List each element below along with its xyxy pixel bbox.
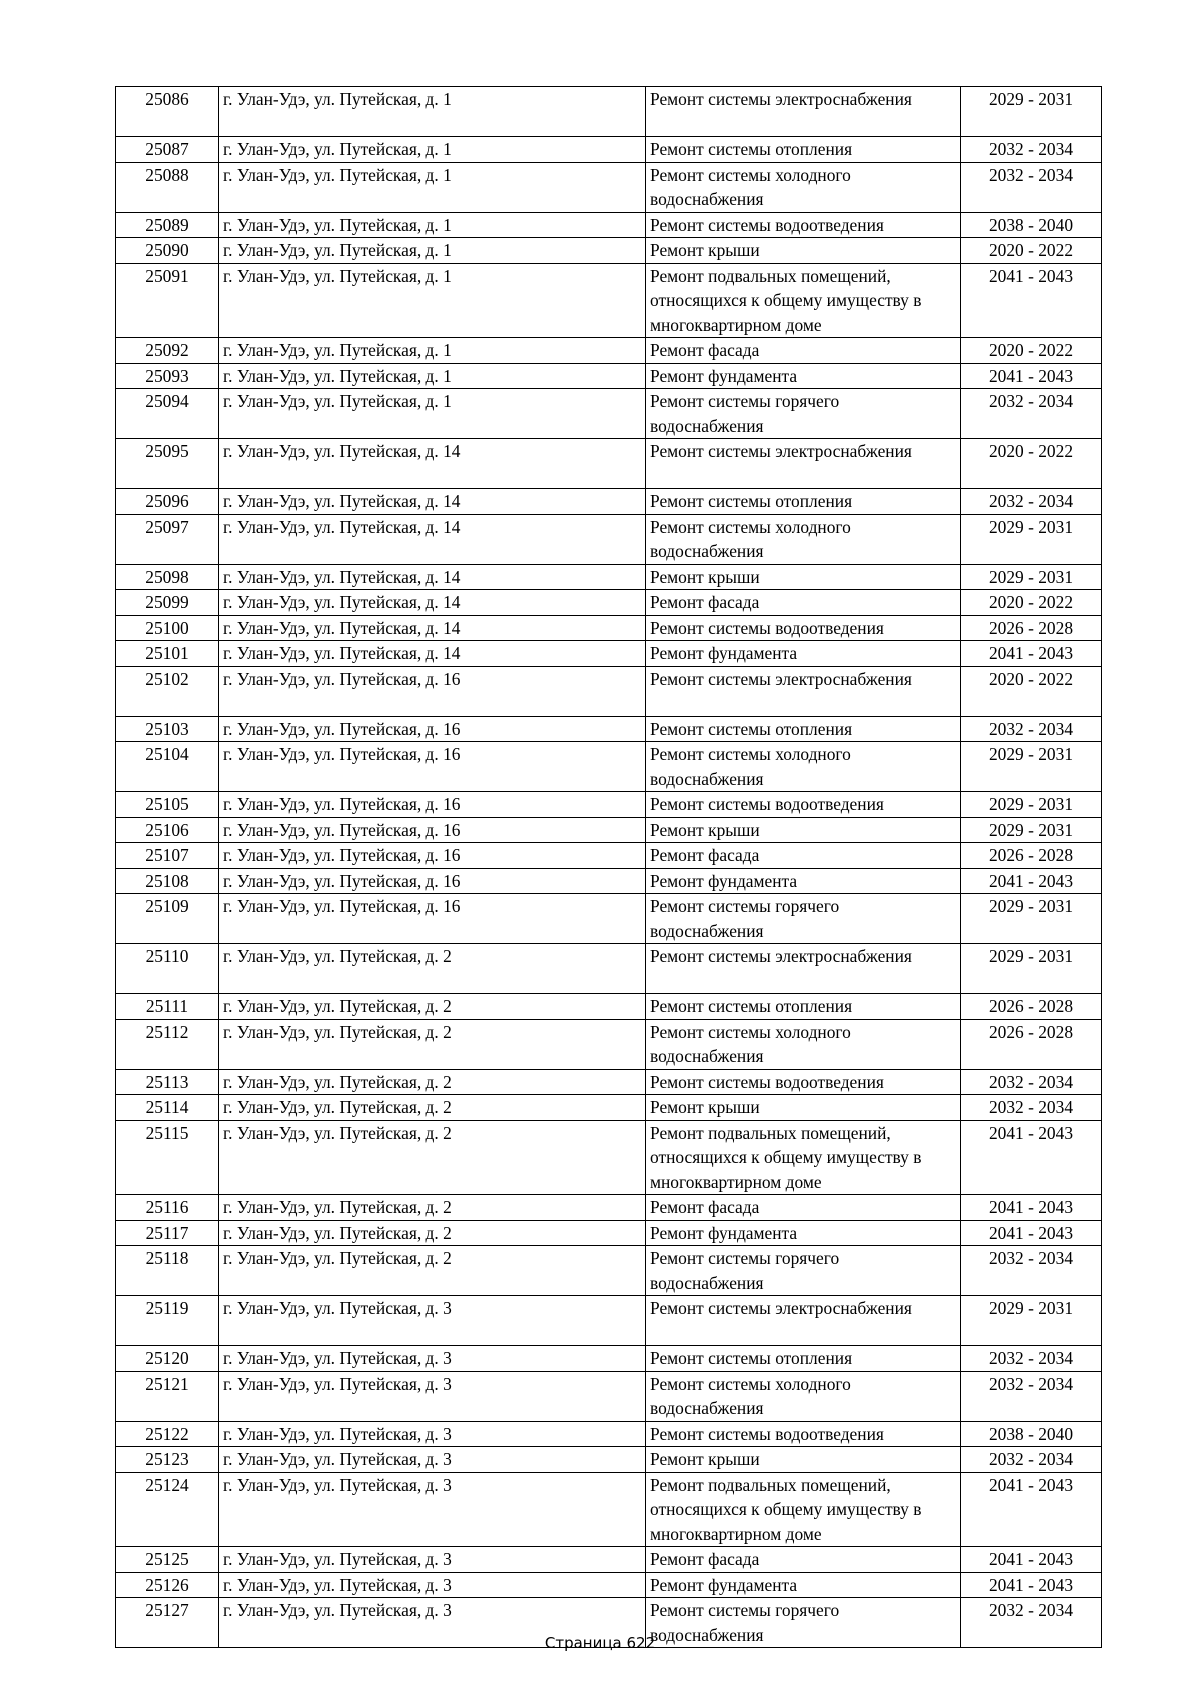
- record-id-cell: 25106: [116, 817, 219, 843]
- address-cell: г. Улан-Удэ, ул. Путейская, д. 1: [219, 338, 646, 364]
- period-cell: 2032 - 2034: [961, 716, 1102, 742]
- table-row: [116, 162, 1102, 212]
- work-type-cell: Ремонт системы электроснабжения: [646, 439, 961, 489]
- table-row: [116, 389, 1102, 439]
- address-cell: г. Улан-Удэ, ул. Путейская, д. 3: [219, 1421, 646, 1447]
- record-id-cell: 25092: [116, 338, 219, 364]
- work-type-cell: Ремонт крыши: [646, 564, 961, 590]
- work-type-cell: Ремонт системы отопления: [646, 1346, 961, 1372]
- period-cell: 2041 - 2043: [961, 1547, 1102, 1573]
- period-cell: 2020 - 2022: [961, 238, 1102, 264]
- period-cell: 2020 - 2022: [961, 666, 1102, 716]
- period-cell: 2026 - 2028: [961, 1019, 1102, 1069]
- address-cell: г. Улан-Удэ, ул. Путейская, д. 1: [219, 389, 646, 439]
- work-type-cell: Ремонт фасада: [646, 1195, 961, 1221]
- record-id-cell: 25102: [116, 666, 219, 716]
- period-cell: 2032 - 2034: [961, 1371, 1102, 1421]
- address-cell: г. Улан-Удэ, ул. Путейская, д. 1: [219, 238, 646, 264]
- work-type-cell: Ремонт фасада: [646, 590, 961, 616]
- period-cell: 2041 - 2043: [961, 1472, 1102, 1547]
- period-cell: 2029 - 2031: [961, 817, 1102, 843]
- work-type-cell: Ремонт системы отопления: [646, 137, 961, 163]
- table-row: [116, 1572, 1102, 1598]
- record-id-cell: 25093: [116, 363, 219, 389]
- record-id-cell: 25117: [116, 1220, 219, 1246]
- period-cell: 2041 - 2043: [961, 363, 1102, 389]
- address-cell: г. Улан-Удэ, ул. Путейская, д. 14: [219, 514, 646, 564]
- period-cell: 2032 - 2034: [961, 162, 1102, 212]
- record-id-cell: 25111: [116, 994, 219, 1020]
- address-cell: г. Улан-Удэ, ул. Путейская, д. 14: [219, 439, 646, 489]
- work-type-cell: Ремонт фасада: [646, 338, 961, 364]
- work-type-cell: Ремонт системы отопления: [646, 994, 961, 1020]
- address-cell: г. Улан-Удэ, ул. Путейская, д. 1: [219, 87, 646, 137]
- work-type-cell: Ремонт подвальных помещений, относящихся к общему имуществу в многоквартирном доме: [646, 263, 961, 338]
- period-cell: 2026 - 2028: [961, 994, 1102, 1020]
- address-cell: г. Улан-Удэ, ул. Путейская, д. 1: [219, 212, 646, 238]
- address-cell: г. Улан-Удэ, ул. Путейская, д. 16: [219, 792, 646, 818]
- table-row: [116, 1296, 1102, 1346]
- period-cell: 2041 - 2043: [961, 1572, 1102, 1598]
- record-id-cell: 25118: [116, 1246, 219, 1296]
- record-id-cell: 25124: [116, 1472, 219, 1547]
- document-page: [115, 86, 1101, 1648]
- address-cell: г. Улан-Удэ, ул. Путейская, д. 16: [219, 742, 646, 792]
- work-type-cell: Ремонт системы холодного водоснабжения: [646, 1019, 961, 1069]
- table-row: [116, 439, 1102, 489]
- period-cell: 2041 - 2043: [961, 1220, 1102, 1246]
- work-type-cell: Ремонт подвальных помещений, относящихся к общему имуществу в многоквартирном доме: [646, 1120, 961, 1195]
- table-row: [116, 1472, 1102, 1547]
- table-row: [116, 1195, 1102, 1221]
- record-id-cell: 25095: [116, 439, 219, 489]
- address-cell: г. Улан-Удэ, ул. Путейская, д. 3: [219, 1547, 646, 1573]
- period-cell: 2026 - 2028: [961, 843, 1102, 869]
- table-row: [116, 843, 1102, 869]
- record-id-cell: 25120: [116, 1346, 219, 1372]
- table-row: [116, 1547, 1102, 1573]
- address-cell: г. Улан-Удэ, ул. Путейская, д. 3: [219, 1447, 646, 1473]
- record-id-cell: 25088: [116, 162, 219, 212]
- record-id-cell: 25107: [116, 843, 219, 869]
- work-type-cell: Ремонт фундамента: [646, 363, 961, 389]
- record-id-cell: 25126: [116, 1572, 219, 1598]
- table-row: [116, 994, 1102, 1020]
- address-cell: г. Улан-Удэ, ул. Путейская, д. 2: [219, 944, 646, 994]
- period-cell: 2041 - 2043: [961, 641, 1102, 667]
- period-cell: 2029 - 2031: [961, 894, 1102, 944]
- table-row: [116, 1371, 1102, 1421]
- address-cell: г. Улан-Удэ, ул. Путейская, д. 2: [219, 1220, 646, 1246]
- period-cell: 2041 - 2043: [961, 1120, 1102, 1195]
- period-cell: 2032 - 2034: [961, 389, 1102, 439]
- address-cell: г. Улан-Удэ, ул. Путейская, д. 16: [219, 843, 646, 869]
- record-id-cell: 25114: [116, 1095, 219, 1121]
- record-id-cell: 25104: [116, 742, 219, 792]
- table-row: [116, 338, 1102, 364]
- work-type-cell: Ремонт крыши: [646, 817, 961, 843]
- work-type-cell: Ремонт системы горячего водоснабжения: [646, 1598, 961, 1648]
- work-type-cell: Ремонт системы электроснабжения: [646, 666, 961, 716]
- address-cell: г. Улан-Удэ, ул. Путейская, д. 14: [219, 615, 646, 641]
- table-row: [116, 615, 1102, 641]
- repair-schedule-table: [115, 86, 1102, 1648]
- record-id-cell: 25123: [116, 1447, 219, 1473]
- work-type-cell: Ремонт фундамента: [646, 641, 961, 667]
- record-id-cell: 25121: [116, 1371, 219, 1421]
- table-row: [116, 868, 1102, 894]
- work-type-cell: Ремонт фундамента: [646, 1220, 961, 1246]
- period-cell: 2032 - 2034: [961, 1095, 1102, 1121]
- period-cell: 2032 - 2034: [961, 1447, 1102, 1473]
- work-type-cell: Ремонт системы горячего водоснабжения: [646, 1246, 961, 1296]
- work-type-cell: Ремонт крыши: [646, 1095, 961, 1121]
- period-cell: 2020 - 2022: [961, 439, 1102, 489]
- table-row: [116, 641, 1102, 667]
- record-id-cell: 25105: [116, 792, 219, 818]
- record-id-cell: 25110: [116, 944, 219, 994]
- period-cell: 2029 - 2031: [961, 742, 1102, 792]
- address-cell: г. Улан-Удэ, ул. Путейская, д. 14: [219, 641, 646, 667]
- work-type-cell: Ремонт системы водоотведения: [646, 615, 961, 641]
- address-cell: г. Улан-Удэ, ул. Путейская, д. 16: [219, 817, 646, 843]
- address-cell: г. Улан-Удэ, ул. Путейская, д. 16: [219, 666, 646, 716]
- table-row: [116, 137, 1102, 163]
- period-cell: 2032 - 2034: [961, 489, 1102, 515]
- table-row: [116, 87, 1102, 137]
- table-row: [116, 489, 1102, 515]
- address-cell: г. Улан-Удэ, ул. Путейская, д. 2: [219, 1195, 646, 1221]
- address-cell: г. Улан-Удэ, ул. Путейская, д. 3: [219, 1472, 646, 1547]
- work-type-cell: Ремонт системы холодного водоснабжения: [646, 1371, 961, 1421]
- address-cell: г. Улан-Удэ, ул. Путейская, д. 16: [219, 868, 646, 894]
- period-cell: 2020 - 2022: [961, 338, 1102, 364]
- table-row: [116, 1447, 1102, 1473]
- table-row: [116, 944, 1102, 994]
- work-type-cell: Ремонт фасада: [646, 843, 961, 869]
- record-id-cell: 25097: [116, 514, 219, 564]
- table-row: [116, 666, 1102, 716]
- address-cell: г. Улан-Удэ, ул. Путейская, д. 14: [219, 489, 646, 515]
- work-type-cell: Ремонт системы электроснабжения: [646, 87, 961, 137]
- table-row: [116, 1019, 1102, 1069]
- record-id-cell: 25108: [116, 868, 219, 894]
- record-id-cell: 25112: [116, 1019, 219, 1069]
- period-cell: 2041 - 2043: [961, 868, 1102, 894]
- address-cell: г. Улан-Удэ, ул. Путейская, д. 14: [219, 590, 646, 616]
- work-type-cell: Ремонт системы водоотведения: [646, 792, 961, 818]
- address-cell: г. Улан-Удэ, ул. Путейская, д. 1: [219, 363, 646, 389]
- period-cell: 2029 - 2031: [961, 944, 1102, 994]
- address-cell: г. Улан-Удэ, ул. Путейская, д. 2: [219, 1095, 646, 1121]
- period-cell: 2041 - 2043: [961, 1195, 1102, 1221]
- address-cell: г. Улан-Удэ, ул. Путейская, д. 3: [219, 1572, 646, 1598]
- record-id-cell: 25096: [116, 489, 219, 515]
- address-cell: г. Улан-Удэ, ул. Путейская, д. 16: [219, 716, 646, 742]
- period-cell: 2032 - 2034: [961, 137, 1102, 163]
- period-cell: 2029 - 2031: [961, 514, 1102, 564]
- address-cell: г. Улан-Удэ, ул. Путейская, д. 2: [219, 994, 646, 1020]
- record-id-cell: 25094: [116, 389, 219, 439]
- address-cell: г. Улан-Удэ, ул. Путейская, д. 16: [219, 894, 646, 944]
- work-type-cell: Ремонт системы электроснабжения: [646, 944, 961, 994]
- table-row: [116, 716, 1102, 742]
- record-id-cell: 25119: [116, 1296, 219, 1346]
- period-cell: 2026 - 2028: [961, 615, 1102, 641]
- work-type-cell: Ремонт системы отопления: [646, 489, 961, 515]
- record-id-cell: 25115: [116, 1120, 219, 1195]
- record-id-cell: 25127: [116, 1598, 219, 1648]
- work-type-cell: Ремонт системы отопления: [646, 716, 961, 742]
- address-cell: г. Улан-Удэ, ул. Путейская, д. 3: [219, 1296, 646, 1346]
- work-type-cell: Ремонт крыши: [646, 238, 961, 264]
- record-id-cell: 25090: [116, 238, 219, 264]
- work-type-cell: Ремонт системы водоотведения: [646, 212, 961, 238]
- table-row: [116, 894, 1102, 944]
- record-id-cell: 25089: [116, 212, 219, 238]
- record-id-cell: 25116: [116, 1195, 219, 1221]
- work-type-cell: Ремонт подвальных помещений, относящихся к общему имуществу в многоквартирном доме: [646, 1472, 961, 1547]
- table-row: [116, 590, 1102, 616]
- address-cell: г. Улан-Удэ, ул. Путейская, д. 2: [219, 1246, 646, 1296]
- record-id-cell: 25099: [116, 590, 219, 616]
- address-cell: г. Улан-Удэ, ул. Путейская, д. 1: [219, 162, 646, 212]
- period-cell: 2032 - 2034: [961, 1346, 1102, 1372]
- period-cell: 2038 - 2040: [961, 1421, 1102, 1447]
- work-type-cell: Ремонт фундамента: [646, 868, 961, 894]
- period-cell: 2032 - 2034: [961, 1598, 1102, 1648]
- table-row: [116, 1069, 1102, 1095]
- table-row: [116, 1246, 1102, 1296]
- record-id-cell: 25125: [116, 1547, 219, 1573]
- work-type-cell: Ремонт фундамента: [646, 1572, 961, 1598]
- record-id-cell: 25087: [116, 137, 219, 163]
- table-row: [116, 564, 1102, 590]
- address-cell: г. Улан-Удэ, ул. Путейская, д. 3: [219, 1371, 646, 1421]
- table-row: [116, 363, 1102, 389]
- address-cell: г. Улан-Удэ, ул. Путейская, д. 1: [219, 263, 646, 338]
- record-id-cell: 25086: [116, 87, 219, 137]
- address-cell: г. Улан-Удэ, ул. Путейская, д. 14: [219, 564, 646, 590]
- work-type-cell: Ремонт крыши: [646, 1447, 961, 1473]
- work-type-cell: Ремонт системы электроснабжения: [646, 1296, 961, 1346]
- table-row: [116, 514, 1102, 564]
- record-id-cell: 25113: [116, 1069, 219, 1095]
- address-cell: г. Улан-Удэ, ул. Путейская, д. 2: [219, 1069, 646, 1095]
- period-cell: 2029 - 2031: [961, 87, 1102, 137]
- work-type-cell: Ремонт системы холодного водоснабжения: [646, 162, 961, 212]
- work-type-cell: Ремонт фасада: [646, 1547, 961, 1573]
- table-row: [116, 1346, 1102, 1372]
- period-cell: 2038 - 2040: [961, 212, 1102, 238]
- address-cell: г. Улан-Удэ, ул. Путейская, д. 3: [219, 1346, 646, 1372]
- address-cell: г. Улан-Удэ, ул. Путейская, д. 2: [219, 1019, 646, 1069]
- record-id-cell: 25122: [116, 1421, 219, 1447]
- page-number: Страница 622: [544, 1634, 656, 1652]
- period-cell: 2029 - 2031: [961, 564, 1102, 590]
- work-type-cell: Ремонт системы горячего водоснабжения: [646, 894, 961, 944]
- work-type-cell: Ремонт системы водоотведения: [646, 1421, 961, 1447]
- table-row: [116, 817, 1102, 843]
- address-cell: г. Улан-Удэ, ул. Путейская, д. 2: [219, 1120, 646, 1195]
- period-cell: 2020 - 2022: [961, 590, 1102, 616]
- record-id-cell: 25091: [116, 263, 219, 338]
- period-cell: 2032 - 2034: [961, 1246, 1102, 1296]
- work-type-cell: Ремонт системы холодного водоснабжения: [646, 742, 961, 792]
- record-id-cell: 25098: [116, 564, 219, 590]
- table-row: [116, 1095, 1102, 1121]
- period-cell: 2032 - 2034: [961, 1069, 1102, 1095]
- record-id-cell: 25101: [116, 641, 219, 667]
- address-cell: г. Улан-Удэ, ул. Путейская, д. 1: [219, 137, 646, 163]
- table-row: [116, 792, 1102, 818]
- table-row: [116, 238, 1102, 264]
- table-body: [116, 87, 1102, 1648]
- period-cell: 2029 - 2031: [961, 1296, 1102, 1346]
- period-cell: 2041 - 2043: [961, 263, 1102, 338]
- record-id-cell: 25100: [116, 615, 219, 641]
- record-id-cell: 25103: [116, 716, 219, 742]
- period-cell: 2029 - 2031: [961, 792, 1102, 818]
- table-row: [116, 1120, 1102, 1195]
- table-row: [116, 1220, 1102, 1246]
- table-row: [116, 742, 1102, 792]
- table-row: [116, 1421, 1102, 1447]
- table-row: [116, 212, 1102, 238]
- record-id-cell: 25109: [116, 894, 219, 944]
- work-type-cell: Ремонт системы горячего водоснабжения: [646, 389, 961, 439]
- work-type-cell: Ремонт системы холодного водоснабжения: [646, 514, 961, 564]
- address-cell: г. Улан-Удэ, ул. Путейская, д. 3: [219, 1598, 646, 1648]
- work-type-cell: Ремонт системы водоотведения: [646, 1069, 961, 1095]
- table-row: [116, 263, 1102, 338]
